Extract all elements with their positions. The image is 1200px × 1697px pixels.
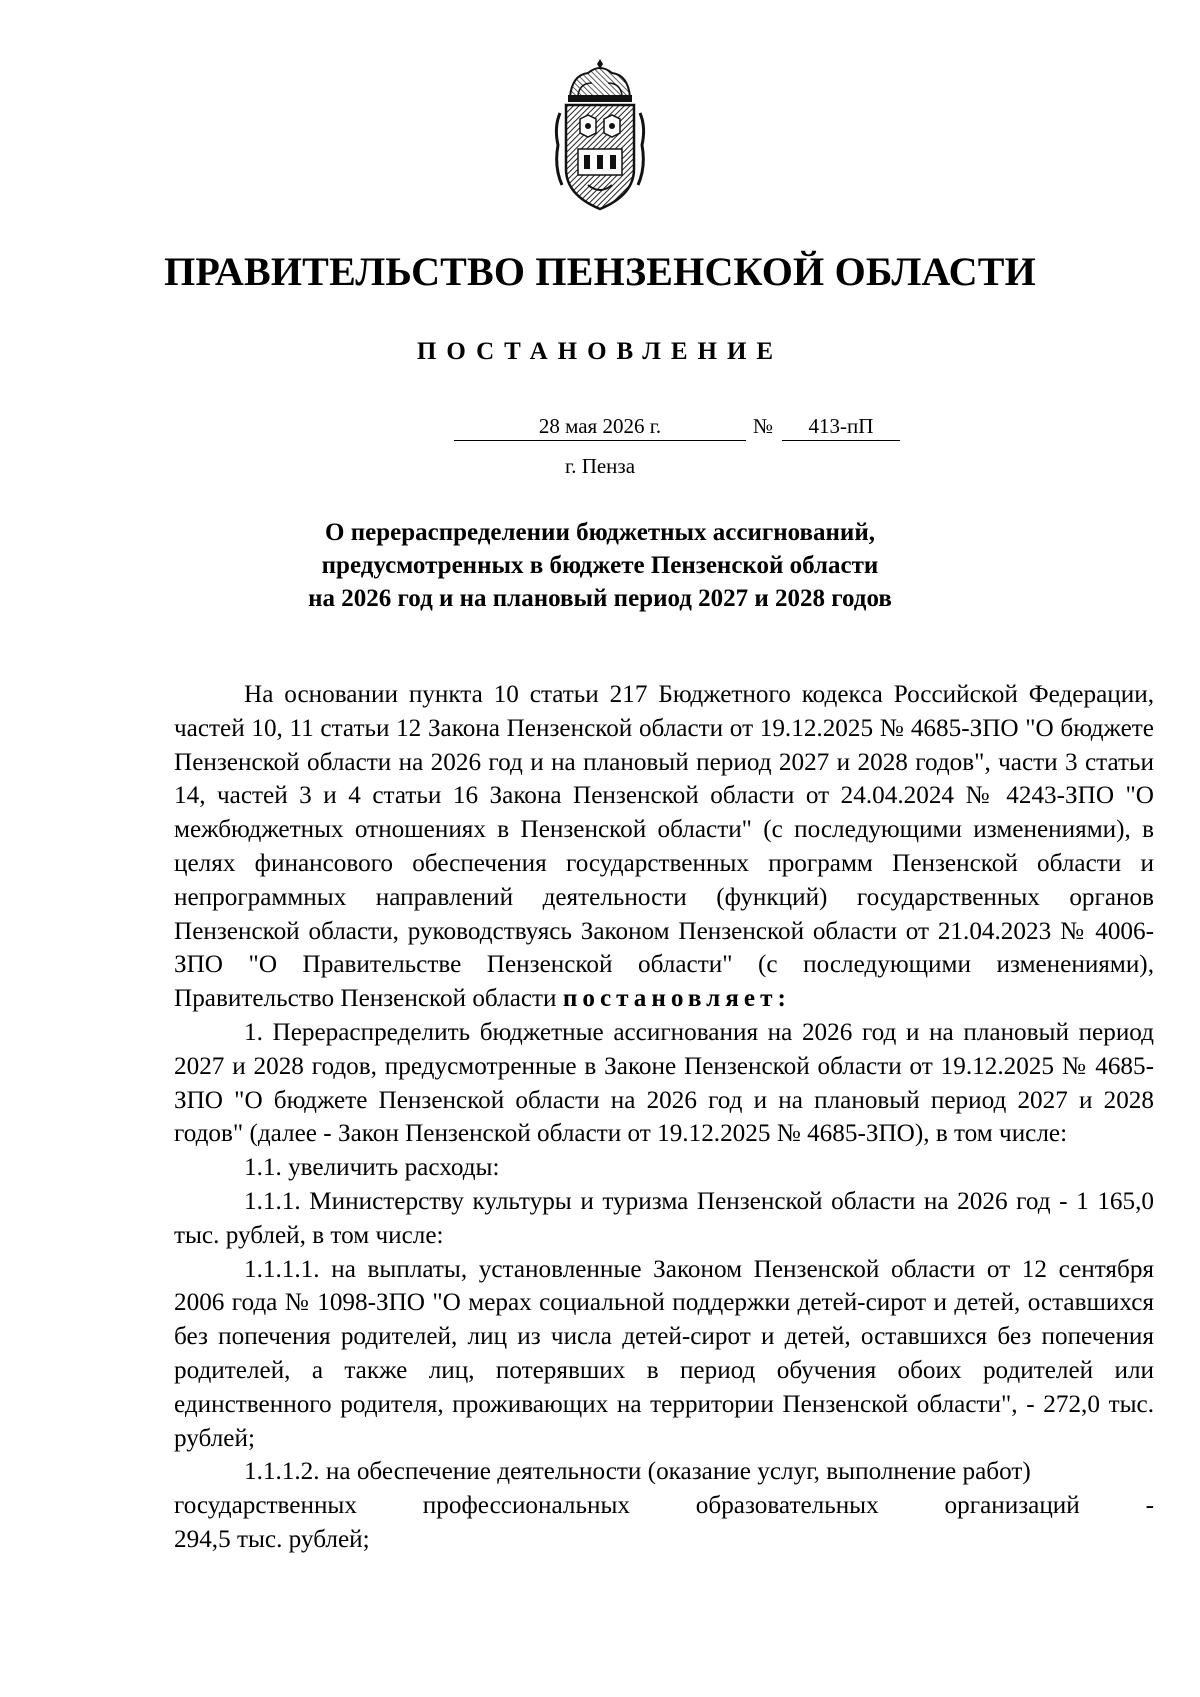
item-1-1-1-2-line1: 1.1.1.2. на обеспечение деятельности (оказание услуг, выполнение работ) (244, 1458, 1031, 1486)
coat-of-arms-icon (548, 57, 652, 213)
document-title (0, 516, 1200, 615)
preamble-end: Правительство Пензенской области (174, 985, 557, 1013)
item-1-1: 1.1. увеличить расходы: (244, 1154, 500, 1182)
title-line: О перераспределении бюджетных ассигнований, (325, 519, 875, 546)
number-sign: № (752, 414, 774, 438)
document-type: ПОСТАНОВЛЕНИЕ (416, 338, 784, 365)
date-number-line (0, 412, 1200, 446)
document-number: 413-пП (782, 412, 900, 441)
preamble-paragraph (174, 678, 1154, 1016)
item-1-1-1-2-line3: 294,5 тыс. рублей; (174, 1525, 370, 1553)
preamble-text: На основании пункта 10 статьи 217 Бюджетного кодекса Российской Федерации, частей 10, 11 статьи 12 Закона Пензенской области от 19.12.2025 № 4685-ЗПО "О бюджете Пензенской области на 2026 год и на плановый период 2027 и 2028 годов", части 3 статьи 14, частей 3 и 4 статьи 16 Закона Пензенской области от 24.04.2024 № 4243-ЗПО "О межбюджетных отношениях в Пензенской области" (с последующими изменениями), в целях финансового обеспечения государственных программ Пензенской области и непрограммных направлений деятельности (функций) государственных органов Пензенской области, руководствуясь Законом Пензенской области от 21.04.2023 № 4006-ЗПО "О Правительстве Пензенской области" (с последующими изменениями), (174, 681, 1154, 979)
item-1-1-1-1: 1.1.1.1. на выплаты, установленные Законом Пензенской области от 12 сентября 2006 года № 1098-ЗПО "О мерах социальной поддержки детей-сирот и детей, оставшихся без попечения родителей, лиц из числа детей-сирот и детей, оставшихся без попечения родителей, а также лиц, потерявших в период обучения обоих родителей или единственного родителя, проживающих на территории Пензенской области", - 272,0 тыс. рублей; (174, 1255, 1154, 1452)
title-line: предусмотренных в бюджете Пензенской области (321, 552, 879, 579)
item-1-1-1-2-line2: государственных профессиональных образовательных организаций - (174, 1492, 1154, 1520)
item-1-1-1: 1.1.1. Министерству культуры и туризма Пензенской области на 2026 год - 1 165,0 тыс. рублей, в том числе: (174, 1187, 1154, 1249)
document-body (174, 678, 1154, 1557)
city: г. Пенза (564, 454, 636, 478)
resolves-word: постановляет: (562, 985, 791, 1013)
organization-title: ПРАВИТЕЛЬСТВО ПЕНЗЕНСКОЙ ОБЛАСТИ (164, 249, 1036, 294)
title-line: на 2026 год и на плановый период 2027 и 2028 годов (308, 585, 892, 612)
item-1: 1. Перераспределить бюджетные ассигнования на 2026 год и на плановый период 2027 и 2028 годов, предусмотренные в Законе Пензенской области от 19.12.2025 № 4685-ЗПО "О бюджете Пензенской области на 2026 год и на плановый период 2027 и 2028 годов" (далее - Закон Пензенской области от 19.12.2025 № 4685-ЗПО), в том числе: (174, 1018, 1154, 1148)
document-date: 28 мая 2026 г. (454, 412, 746, 441)
